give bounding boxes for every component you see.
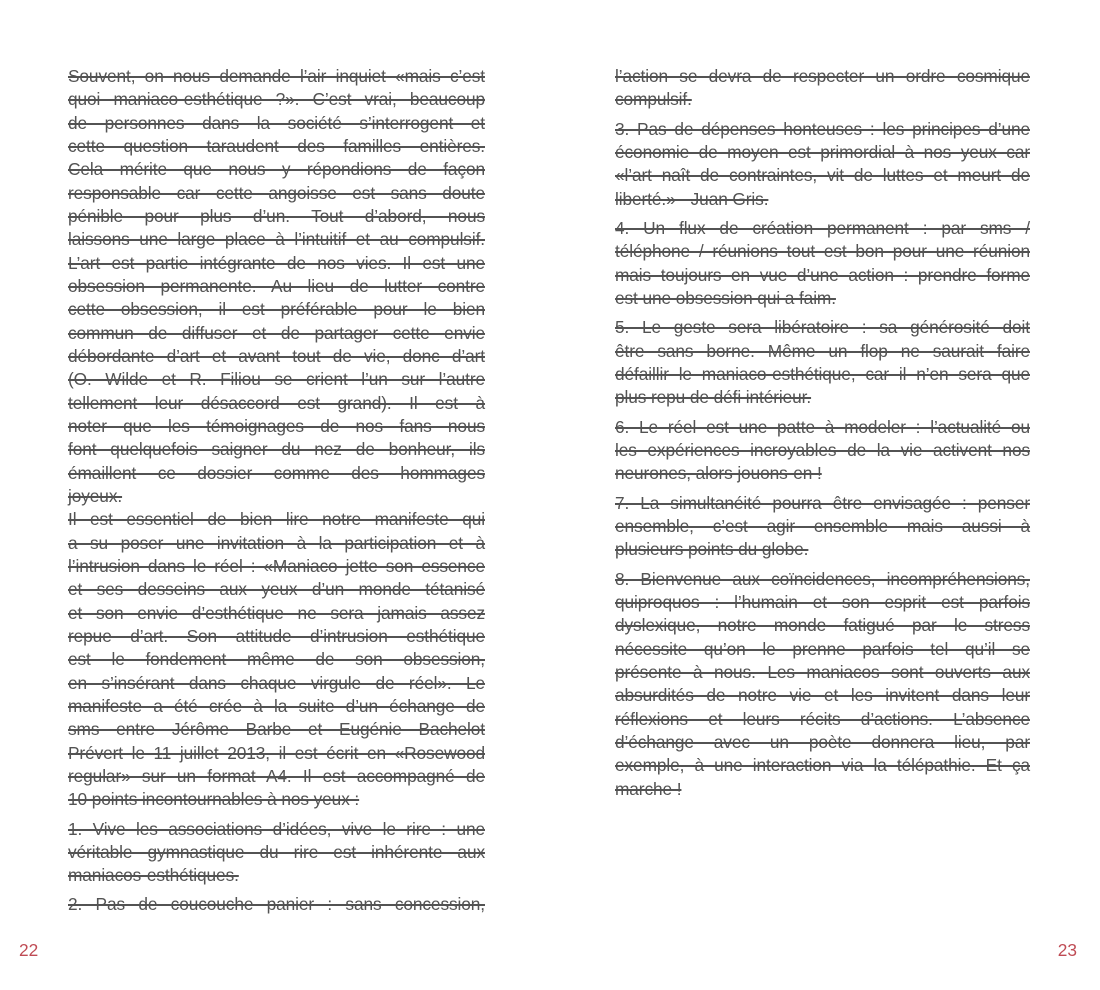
numbered-paragraph bbox=[68, 818, 485, 888]
struck-text-line: commun de diffuser et de partager cette envie bbox=[68, 322, 485, 343]
struck-text-line: noter que les témoignages de nos fans nous bbox=[68, 415, 485, 436]
struck-text-line: «l’art naît de contraintes, vit de luttes et meurt de bbox=[615, 165, 1030, 186]
paragraph bbox=[615, 65, 1030, 112]
struck-text-line: repue d’art. Son attitude d’intrusion esthétique bbox=[68, 625, 485, 646]
struck-text-line: neurones, alors jouons-en ! bbox=[615, 463, 822, 484]
struck-text-line: débordante d’art et avant tout de vie, donc d’art bbox=[68, 345, 485, 366]
struck-text-line: présente à nous. Les maniacos sont ouverts aux bbox=[615, 661, 1030, 682]
struck-text-line: L’art est partie intégrante de nos vies. Il est une bbox=[68, 252, 485, 273]
struck-text-line: Souvent, on nous demande l’air inquiet «mais c’est bbox=[68, 66, 485, 86]
struck-text-line: regular» sur un format A4. Il est accompagné de bbox=[68, 765, 485, 786]
struck-text-line: Il est essentiel de bien lire notre manifeste qui bbox=[68, 509, 485, 530]
struck-text-line: véritable gymnastique du rire est inhérente aux bbox=[68, 841, 485, 862]
struck-text-line: plusieurs points du globe. bbox=[615, 539, 809, 560]
struck-text-line: (O. Wilde et R. Filiou se crient l’un sur l’autre bbox=[68, 369, 485, 390]
struck-text-line: être sans borne. Même un flop ne saurait faire bbox=[615, 340, 1030, 361]
struck-text-line: a su poser une invitation à la participation et à bbox=[68, 532, 485, 553]
struck-text-line: téléphone / réunions tout est bon pour une réunion bbox=[615, 241, 1030, 262]
struck-text-line: en s’insérant dans chaque virgule de réel». Le bbox=[68, 672, 485, 693]
struck-text-line: est une obsession qui a faim. bbox=[615, 287, 836, 308]
struck-text-line: 2. Pas de coucouche panier : sans concession, bbox=[68, 894, 485, 915]
struck-text-line: sms entre Jérôme Barbe et Eugénie Bachelot bbox=[68, 719, 485, 740]
struck-text-line: les expériences incroyables de la vie activent nos bbox=[615, 439, 1030, 460]
struck-text-line: responsable car cette angoisse est sans doute bbox=[68, 182, 485, 203]
struck-text-line: cette question taraudent des familles entières. bbox=[68, 135, 485, 156]
struck-text-line: 10 points incontournables à nos yeux : bbox=[68, 789, 360, 810]
struck-text-line: est le fondement même de son obsession, bbox=[68, 649, 485, 670]
struck-text-line: absurdités de notre vie et les invitent dans leur bbox=[615, 685, 1030, 706]
struck-text-line: 3. Pas de dépenses honteuses : les principes d’une bbox=[615, 118, 1030, 139]
struck-text-line: font quelquefois saigner du nez de bonheur, ils bbox=[68, 439, 485, 460]
paragraph bbox=[68, 508, 485, 811]
struck-text-line: l’action se devra de respecter un ordre cosmique bbox=[615, 66, 1030, 86]
numbered-paragraph bbox=[615, 492, 1030, 562]
struck-text-line: quiproquos : l’humain et son esprit est parfois bbox=[615, 591, 1030, 612]
left-page-text-column bbox=[68, 65, 485, 917]
struck-text-line: ensemble, c’est agir ensemble mais aussi à bbox=[615, 515, 1030, 536]
page-number-left: 22 bbox=[19, 940, 39, 960]
numbered-paragraph bbox=[615, 316, 1030, 409]
right-page-text-column bbox=[615, 65, 1030, 801]
struck-text-line: 4. Un flux de création permanent : par sms / bbox=[615, 217, 1030, 238]
numbered-paragraph bbox=[615, 568, 1030, 801]
struck-text-line: tellement leur désaccord est grand). Il est à bbox=[68, 392, 485, 413]
struck-text-line: laissons une large place à l’intuitif et au compulsif. bbox=[68, 229, 485, 250]
struck-text-line: 5. Le geste sera libératoire : sa générosité doit bbox=[615, 317, 1030, 338]
struck-text-line: réflexions et leurs récits d’actions. L’absence bbox=[615, 708, 1030, 729]
struck-text-line: Cela mérite que nous y répondions de façon bbox=[68, 159, 485, 180]
struck-text-line: joyeux. bbox=[68, 485, 123, 506]
numbered-paragraph bbox=[68, 893, 485, 916]
struck-text-line: émaillent ce dossier comme des hommages bbox=[68, 462, 485, 483]
struck-text-line: quoi maniaco-esthétique ?». C’est vrai, beaucoup bbox=[68, 89, 485, 110]
struck-text-line: dyslexique, notre monde fatigué par le stress bbox=[615, 615, 1030, 636]
numbered-paragraph bbox=[615, 416, 1030, 486]
numbered-paragraph bbox=[615, 217, 1030, 310]
struck-text-line: maniacos-esthétiques. bbox=[68, 865, 239, 886]
struck-text-line: cette obsession, il est préférable pour le bien bbox=[68, 299, 485, 320]
struck-text-line: mais toujours en vue d’une action : prendre forme bbox=[615, 264, 1030, 285]
struck-text-line: pénible pour plus d’un. Tout d’abord, nous bbox=[68, 205, 485, 226]
page-number-right: 23 bbox=[1057, 940, 1077, 960]
struck-text-line: obsession permanente. Au lieu de lutter contre bbox=[68, 275, 485, 296]
struck-text-line: et ses desseins aux yeux d’un monde tétanisé bbox=[68, 579, 485, 600]
numbered-paragraph bbox=[615, 118, 1030, 211]
struck-text-line: manifeste a été crée à la suite d’un échange de bbox=[68, 695, 485, 716]
struck-text-line: marche ! bbox=[615, 778, 682, 799]
struck-text-line: 7. La simultanéité pourra être envisagée : penser bbox=[615, 492, 1030, 513]
struck-text-line: 6. Le réel est une patte à modeler : l’actualité ou bbox=[615, 416, 1030, 437]
struck-text-line: 1. Vive les associations d’idées, vive le rire : une bbox=[68, 818, 485, 839]
struck-text-line: économie de moyen est primordial à nos yeux car bbox=[615, 141, 1030, 162]
struck-text-line: 8. Bienvenue aux coïncidences, incompréhensions, bbox=[615, 568, 1030, 589]
struck-text-line: de personnes dans la société s’interrogent et bbox=[68, 112, 485, 133]
struck-text-line: nécessite qu’on le prenne parfois tel qu’il se bbox=[615, 638, 1030, 659]
struck-text-line: compulsif. bbox=[615, 89, 692, 110]
struck-text-line: Prévert le 11 juillet 2013, il est écrit en «Rosewood bbox=[68, 742, 485, 763]
struck-text-line: d’échange avec un poète donnera lieu, par bbox=[615, 731, 1030, 752]
struck-text-line: plus repu de défi intérieur. bbox=[615, 387, 812, 408]
struck-text-line: liberté.» - Juan Gris. bbox=[615, 188, 769, 209]
struck-text-line: exemple, à une interaction via la télépathie. Et ça bbox=[615, 755, 1030, 776]
struck-text-line: défaillir le maniaco-esthétique, car il n’en sera que bbox=[615, 363, 1030, 384]
struck-text-line: et son envie d’esthétique ne sera jamais assez bbox=[68, 602, 485, 623]
paragraph bbox=[68, 65, 485, 508]
struck-text-line: l’intrusion dans le réel : «Maniaco jette son essence bbox=[68, 555, 485, 576]
